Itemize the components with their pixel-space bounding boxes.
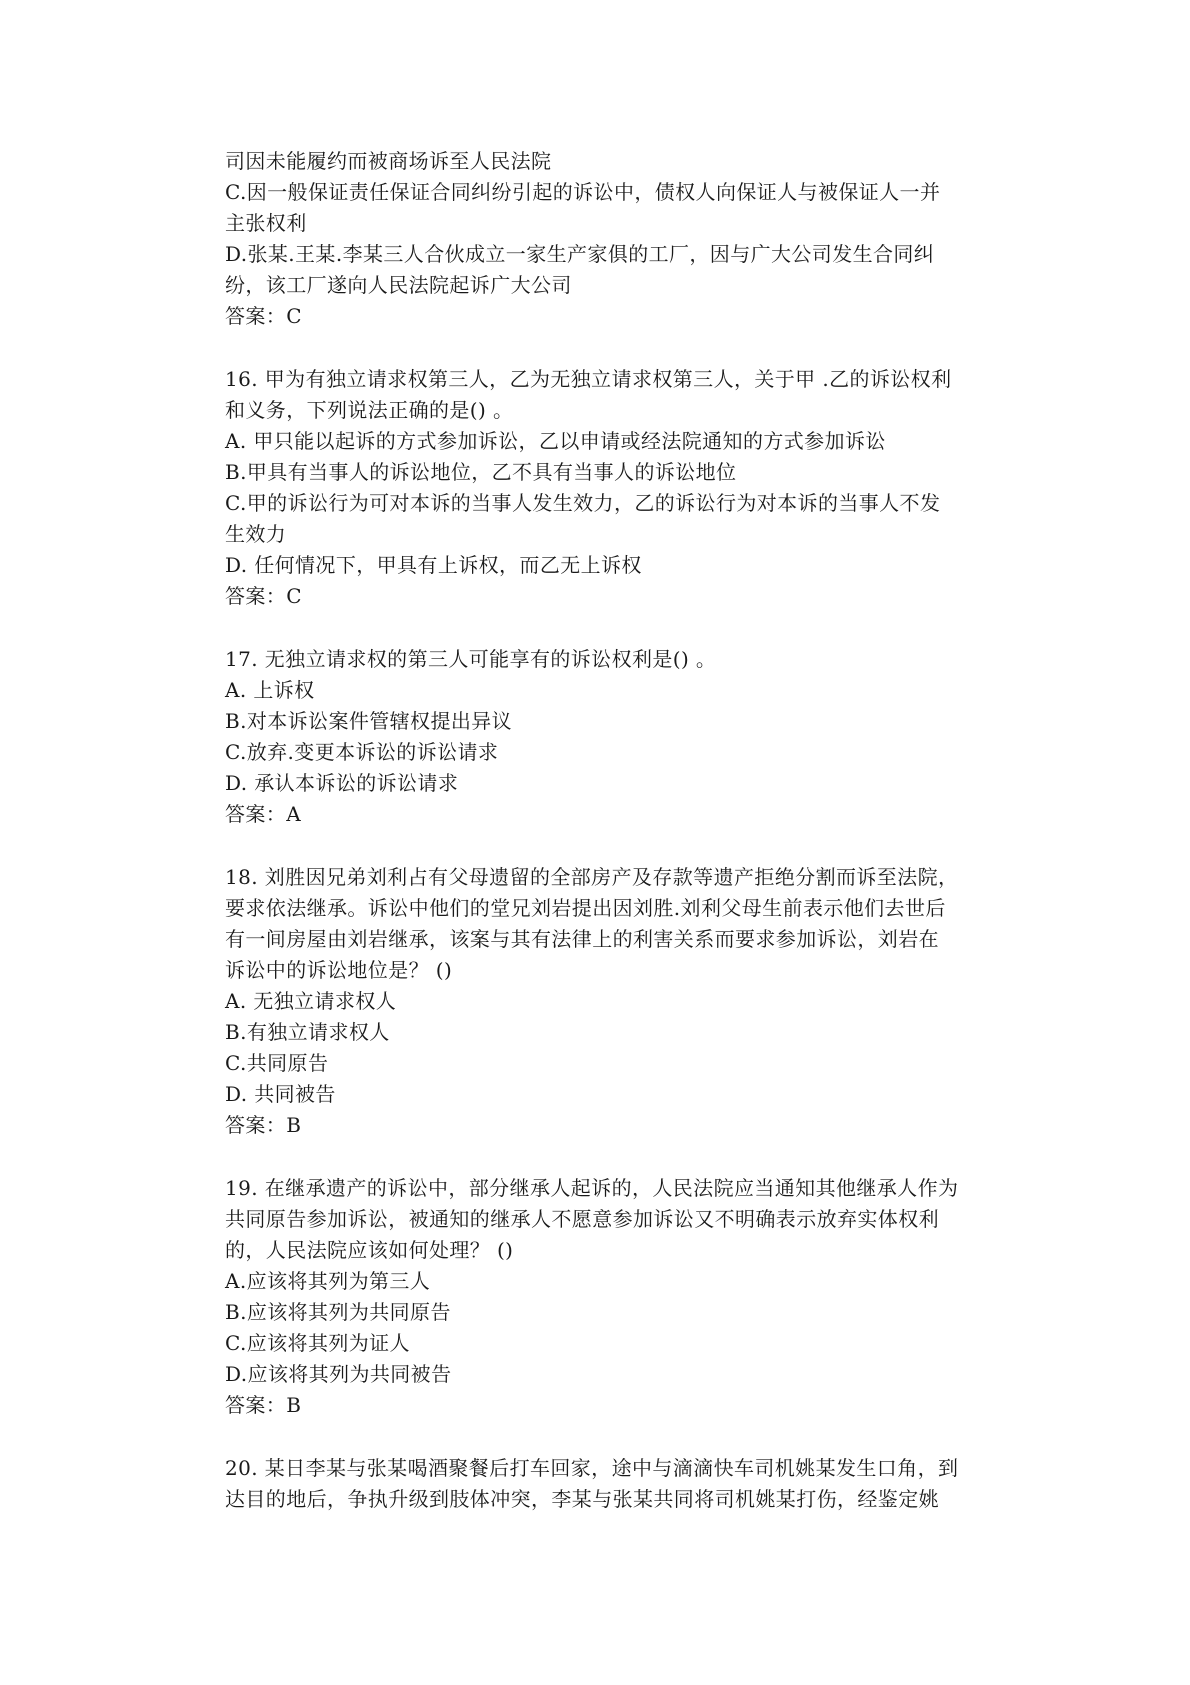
option-line: A. 甲只能以起诉的方式参加诉讼，乙以申请或经法院通知的方式参加诉讼	[225, 429, 886, 453]
option-line: D. 共同被告	[225, 1082, 336, 1106]
option-line: D. 承认本诉讼的诉讼请求	[225, 771, 459, 795]
option-line: C.甲的诉讼行为可对本诉的当事人发生效力，乙的诉讼行为对本诉的当事人不发	[225, 491, 941, 515]
option-line: D. 任何情况下，甲具有上诉权，而乙无上诉权	[225, 553, 642, 577]
question-block	[225, 644, 985, 830]
answer-line: 答案：B	[225, 1113, 302, 1137]
option-line: B.有独立请求权人	[225, 1020, 390, 1044]
option-line: B.甲具有当事人的诉讼地位，乙不具有当事人的诉讼地位	[225, 460, 737, 484]
option-line: D.应该将其列为共同被告	[225, 1362, 452, 1386]
option-line: A. 上诉权	[225, 678, 315, 702]
question-stem-line: 和义务，下列说法正确的是() 。	[225, 398, 514, 422]
option-line: C.放弃.变更本诉讼的诉讼请求	[225, 740, 499, 764]
question-gap	[225, 1141, 985, 1173]
answer-line: 答案：B	[225, 1393, 302, 1417]
question-gap	[225, 612, 985, 644]
question-stem-line: 诉讼中的诉讼地位是？ ()	[225, 958, 453, 982]
text-line: 司因未能履约而被商场诉至人民法院	[225, 149, 552, 173]
option-d-line: D.张某.王某.李某三人合伙成立一家生产家俱的工厂，因与广大公司发生合同纠	[225, 242, 935, 266]
option-line: 生效力	[225, 522, 287, 546]
question-gap	[225, 1421, 985, 1453]
option-line: C.应该将其列为证人	[225, 1331, 410, 1355]
question-stem-line: 17. 无独立请求权的第三人可能享有的诉讼权利是() 。	[225, 647, 717, 671]
question-gap	[225, 332, 985, 364]
question-stem-line: 达目的地后，争执升级到肢体冲突，李某与张某共同将司机姚某打伤，经鉴定姚	[225, 1487, 939, 1511]
answer-line: 答案：C	[225, 584, 302, 608]
question-stem-line: 19. 在继承遗产的诉讼中，部分继承人起诉的，人民法院应当通知其他继承人作为	[225, 1176, 959, 1200]
option-d-line: 纷，该工厂遂向人民法院起诉广大公司	[225, 273, 572, 297]
question-block	[225, 862, 985, 1141]
question-stem-line: 要求依法继承。诉讼中他们的堂兄刘岩提出因刘胜.刘利父母生前表示他们去世后	[225, 896, 946, 920]
document-body	[225, 146, 985, 1515]
option-line: B.对本诉讼案件管辖权提出异议	[225, 709, 513, 733]
question-block	[225, 364, 985, 612]
question-block	[225, 1173, 985, 1421]
question-gap	[225, 830, 985, 862]
answer-line: 答案：A	[225, 802, 302, 826]
question-stem-line: 的，人民法院应该如何处理？ ()	[225, 1238, 514, 1262]
question-stem-line: 18. 刘胜因兄弟刘利占有父母遗留的全部房产及存款等遗产拒绝分割而诉至法院，	[225, 865, 959, 889]
answer-line: 答案：C	[225, 304, 302, 328]
option-line: B.应该将其列为共同原告	[225, 1300, 451, 1324]
continuation-block	[225, 146, 985, 332]
question-stem-line: 共同原告参加诉讼，被通知的继承人不愿意参加诉讼又不明确表示放弃实体权利	[225, 1207, 939, 1231]
option-c-line: C.因一般保证责任保证合同纠纷引起的诉讼中，债权人向保证人与被保证人一并	[225, 180, 941, 204]
question-stem-line: 有一间房屋由刘岩继承，该案与其有法律上的利害关系而要求参加诉讼，刘岩在	[225, 927, 939, 951]
question-block	[225, 1453, 985, 1515]
question-stem-line: 20. 某日李某与张某喝酒聚餐后打车回家，途中与滴滴快车司机姚某发生口角，到	[225, 1456, 959, 1480]
option-line: C.共同原告	[225, 1051, 329, 1075]
option-c-line: 主张权利	[225, 211, 307, 235]
option-line: A. 无独立请求权人	[225, 989, 397, 1013]
question-stem-line: 16. 甲为有独立请求权第三人，乙为无独立请求权第三人，关于甲 .乙的诉讼权利	[225, 367, 952, 391]
option-line: A.应该将其列为第三人	[225, 1269, 431, 1293]
question-list	[225, 332, 985, 1515]
